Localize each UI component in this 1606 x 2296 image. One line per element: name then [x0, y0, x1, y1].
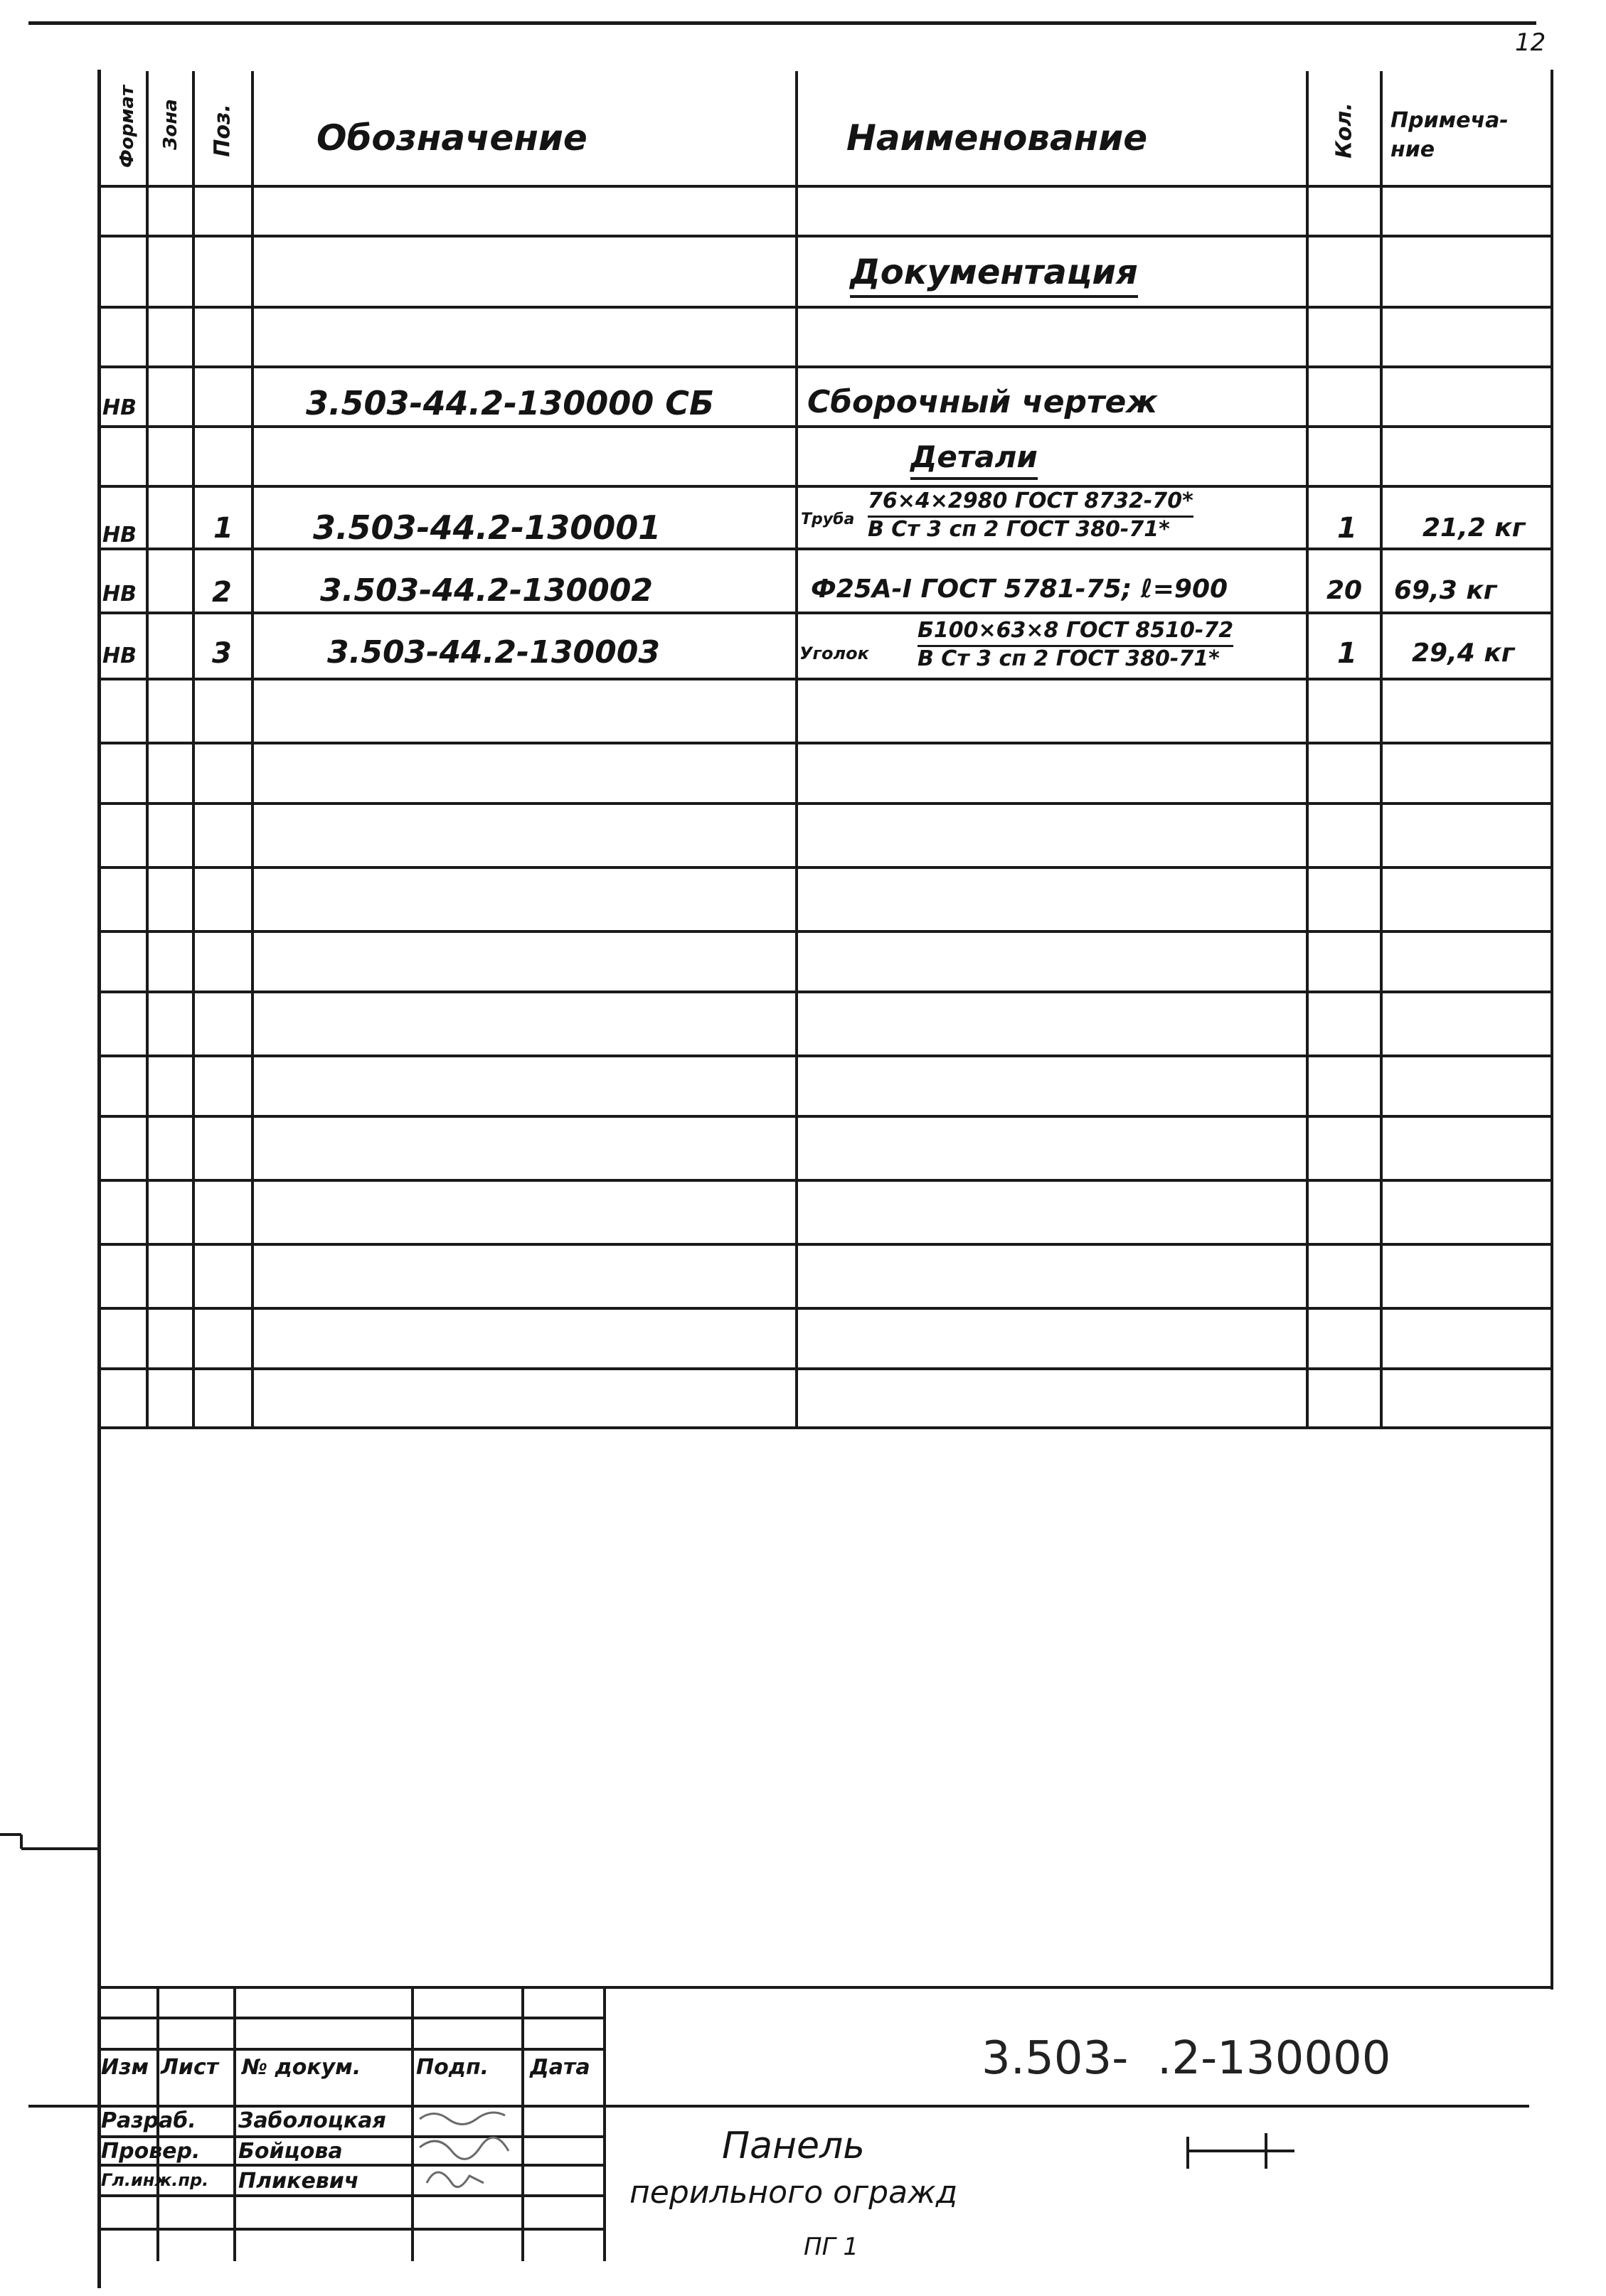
- document-code: 3.503- .2-130000: [982, 2032, 1391, 2085]
- row-3-qty: 1: [1337, 637, 1357, 670]
- row-3-name-top: Б100×63×8 ГОСТ 8510-72: [918, 619, 1233, 647]
- section-details: Детали: [910, 439, 1038, 480]
- header-qty: Кол.: [1331, 102, 1357, 159]
- row-2-format: НВ: [102, 582, 137, 607]
- row-1-note: 21,2 кг: [1422, 513, 1526, 543]
- tb-role-developer: Разраб.: [101, 2108, 196, 2133]
- row-0-format: НВ: [102, 395, 137, 420]
- row-3-name-bottom: В Ст 3 сп 2 ГОСТ 380-71*: [918, 646, 1220, 671]
- row-2-qty: 20: [1326, 576, 1363, 605]
- header-note: Примеча-ние: [1390, 108, 1509, 162]
- row-1-qty: 1: [1337, 512, 1357, 545]
- header-designation: Обозначение: [317, 117, 587, 159]
- signature-marks: [413, 2105, 526, 2204]
- row-1-name-prefix: Труба: [801, 511, 855, 528]
- tb-role-chief: Гл.инж.пр.: [101, 2170, 209, 2190]
- tb-name-checker: Бойцова: [238, 2139, 343, 2164]
- row-0-designation: 3.503-44.2-130000 СБ: [306, 384, 715, 422]
- row-2-name: Ф25А-I ГОСТ 5781-75; ℓ=900: [811, 575, 1228, 604]
- row-3-pos: 3: [212, 637, 232, 670]
- tb-col-change: Изм: [101, 2055, 149, 2080]
- tb-col-sheet: Лист: [161, 2055, 219, 2080]
- tb-col-doc: № докум.: [242, 2055, 361, 2080]
- header-format: Формат: [117, 85, 138, 168]
- title-line-2: перильного огражд: [629, 2174, 958, 2211]
- row-1-name-fraction: [868, 489, 1193, 542]
- header-pos: Поз.: [210, 104, 235, 157]
- row-1-name-top: 76×4×2980 ГОСТ 8732-70*: [868, 489, 1193, 518]
- row-3-name-prefix: Уголок: [799, 644, 869, 663]
- header-name: Наименование: [846, 117, 1148, 159]
- tb-col-sign: Подп.: [416, 2055, 489, 2080]
- row-2-pos: 2: [212, 576, 232, 609]
- row-2-designation: 3.503-44.2-130002: [320, 572, 653, 609]
- header-zone: Зона: [160, 99, 181, 150]
- corner-mark: 12: [1515, 28, 1546, 57]
- title-line-3: ПГ 1: [804, 2233, 858, 2261]
- row-0-name: Сборочный чертеж: [807, 384, 1158, 420]
- section-documentation: Документация: [850, 252, 1138, 298]
- title-line-1: Панель: [722, 2125, 865, 2167]
- row-3-format: НВ: [102, 644, 137, 668]
- row-1-pos: 1: [213, 512, 233, 545]
- tb-name-chief: Пликевич: [238, 2169, 359, 2194]
- row-1-name-bottom: В Ст 3 сп 2 ГОСТ 380-71*: [868, 516, 1170, 542]
- row-2-note: 69,3 кг: [1394, 576, 1497, 605]
- row-1-format: НВ: [102, 523, 137, 548]
- row-1-designation: 3.503-44.2-130001: [313, 508, 661, 547]
- row-3-note: 29,4 кг: [1412, 639, 1515, 668]
- tb-col-date: Дата: [530, 2055, 590, 2080]
- row-3-name-fraction: [918, 619, 1233, 671]
- tb-role-checker: Провер.: [101, 2139, 201, 2164]
- row-3-designation: 3.503-44.2-130003: [327, 634, 660, 671]
- tb-name-developer: Заболоцкая: [238, 2108, 386, 2133]
